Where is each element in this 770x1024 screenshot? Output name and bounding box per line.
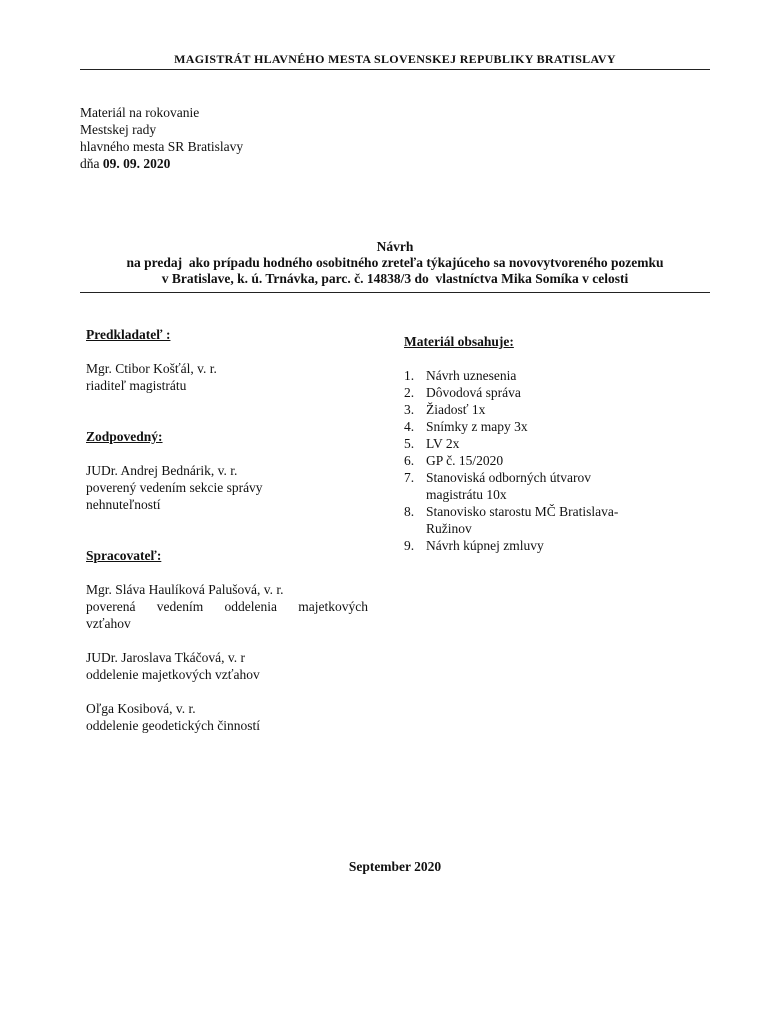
submitter-role: riaditeľ magistrátu <box>86 378 187 393</box>
contents-list <box>404 367 704 554</box>
proposal-line-1: na predaj ako prípadu hodného osobitného zreteľa týkajúceho sa novovytvoreného pozemku <box>126 255 664 270</box>
meeting-date-line <box>80 155 400 172</box>
list-item-text: Snímky z mapy 3x <box>426 419 528 434</box>
meeting-line-2: Mestskej rady <box>80 122 157 137</box>
contents-heading: Materiál obsahuje: <box>404 334 514 349</box>
processor-3-role: oddelenie geodetických činností <box>86 718 260 733</box>
submitter-name: Mgr. Ctibor Košťál, v. r. <box>86 361 217 376</box>
meeting-info <box>80 104 400 172</box>
header-divider <box>80 69 710 70</box>
meeting-date: 09. 09. 2020 <box>102 156 171 171</box>
list-item-number: 8. <box>404 504 415 519</box>
list-item-text: LV 2x <box>426 436 460 451</box>
contents-column <box>404 333 704 554</box>
list-item-number: 7. <box>404 470 415 485</box>
responsible-role-line-1: poverený vedením sekcie správy <box>86 480 263 495</box>
meeting-line-1: Materiál na rokovanie <box>80 105 200 120</box>
list-item <box>404 452 704 469</box>
processor-1-name: Mgr. Sláva Haulíková Palušová, v. r. <box>86 582 284 597</box>
responsibility-column <box>86 326 368 734</box>
proposal-line-2: v Bratislave, k. ú. Trnávka, parc. č. 14838/3 do vlastníctva Mika Somíka v celosti <box>161 271 629 286</box>
proposal-heading: Návrh <box>376 239 414 254</box>
list-item-text: Stanovisko starostu MČ Bratislava-Ružinov <box>426 504 619 536</box>
responsible-role-line-2: nehnuteľností <box>86 497 161 512</box>
meeting-line-3: hlavného mesta SR Bratislavy <box>80 139 244 154</box>
list-item-number: 6. <box>404 453 415 468</box>
list-item-text: Žiadosť 1x <box>426 402 486 417</box>
list-item <box>404 384 704 401</box>
list-item <box>404 418 704 435</box>
list-item-number: 2. <box>404 385 415 400</box>
list-item <box>404 401 704 418</box>
list-item <box>404 537 704 554</box>
list-item-number: 3. <box>404 402 415 417</box>
list-item-number: 9. <box>404 538 415 553</box>
responsible-heading: Zodpovedný: <box>86 429 163 444</box>
responsible-name: JUDr. Andrej Bednárik, v. r. <box>86 463 238 478</box>
list-item-text: Dôvodová správa <box>426 385 521 400</box>
list-item-text: Stanoviská odborných útvarov magistrátu 10x <box>426 470 591 502</box>
submitter-heading: Predkladateľ : <box>86 327 171 342</box>
list-item-text: Návrh kúpnej zmluvy <box>426 538 544 553</box>
processor-heading: Spracovateľ: <box>86 548 162 563</box>
proposal-title <box>80 239 710 287</box>
list-item-text: GP č. 15/2020 <box>426 453 504 468</box>
list-item-number: 4. <box>404 419 415 434</box>
document-date: September 2020 <box>348 859 442 874</box>
list-item <box>404 503 704 537</box>
list-item-number: 5. <box>404 436 415 451</box>
meeting-date-prefix: dňa <box>80 156 100 171</box>
processor-1-role-line-1: poverená vedením oddelenia majetkových <box>86 599 368 614</box>
list-item <box>404 367 704 384</box>
institution-header: MAGISTRÁT HLAVNÉHO MESTA SLOVENSKEJ REPUBLIKY BRATISLAVY <box>174 52 616 66</box>
list-item <box>404 435 704 452</box>
processor-3-name: Oľga Kosibová, v. r. <box>86 701 196 716</box>
processor-1-role-line-2: vzťahov <box>86 616 131 631</box>
list-item-text: Návrh uznesenia <box>426 368 517 383</box>
title-divider <box>80 292 710 293</box>
processor-2-role: oddelenie majetkových vzťahov <box>86 667 260 682</box>
processor-2-name: JUDr. Jaroslava Tkáčová, v. r <box>86 650 245 665</box>
list-item <box>404 469 704 503</box>
list-item-number: 1. <box>404 368 415 383</box>
